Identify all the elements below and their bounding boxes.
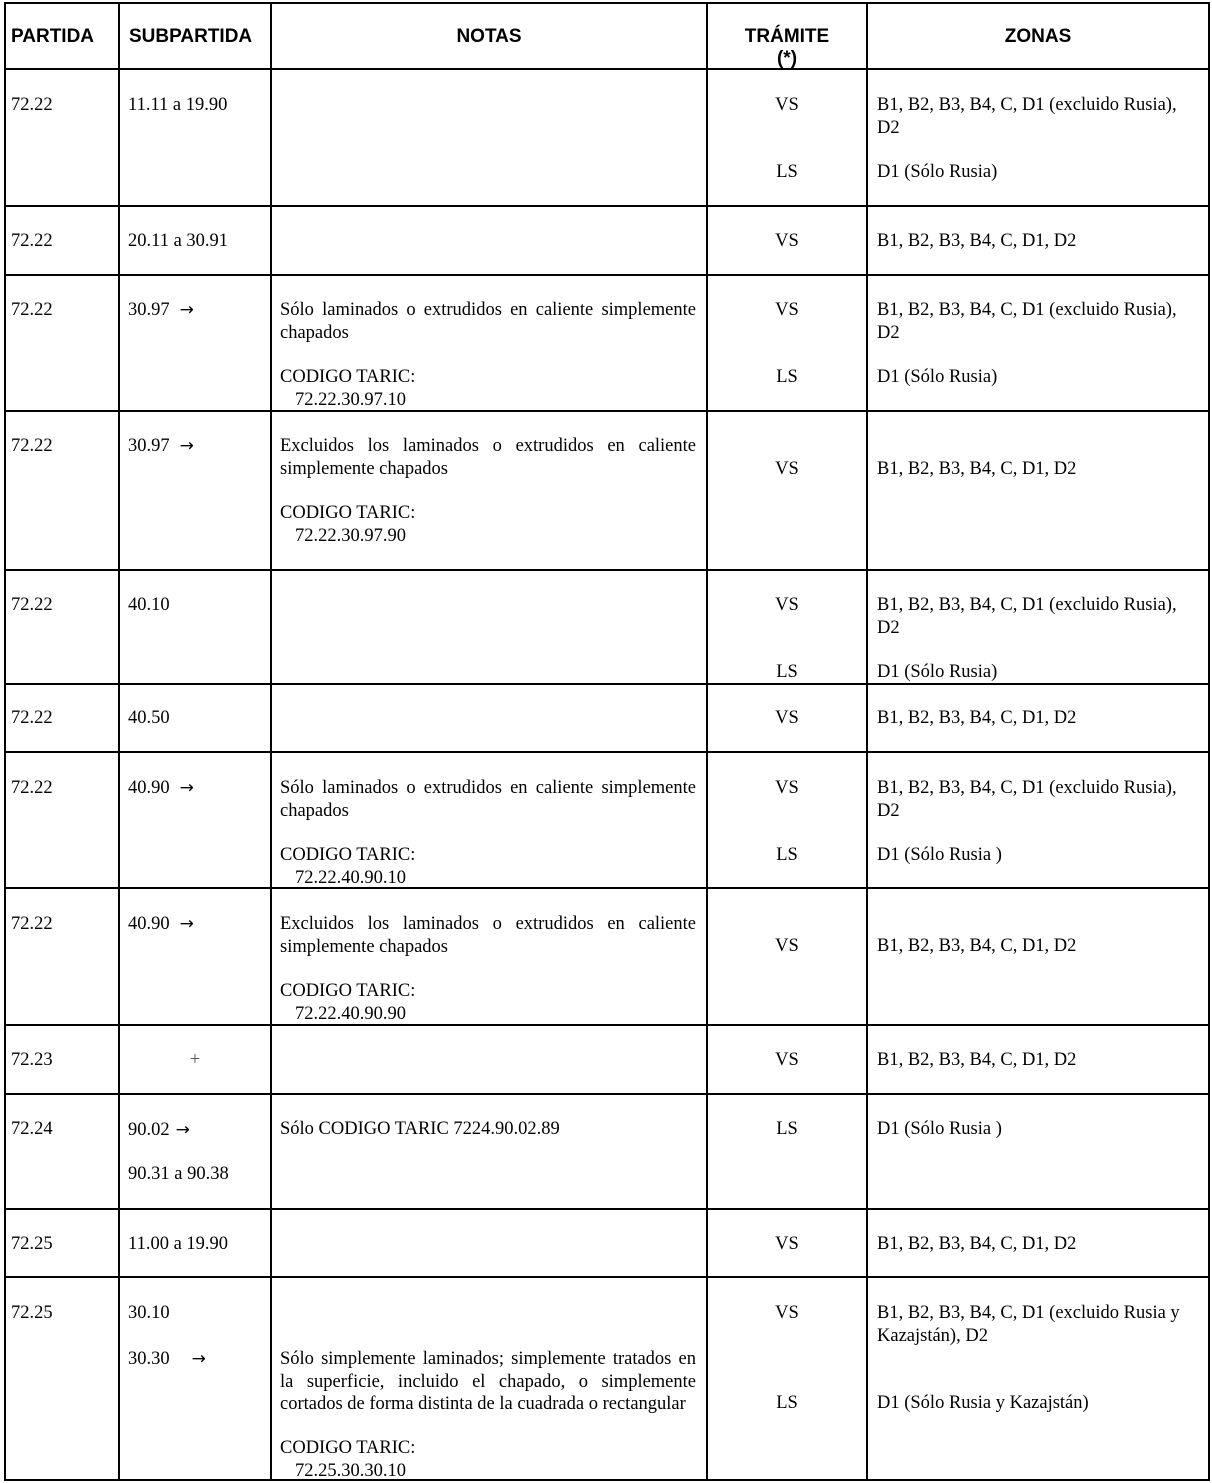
divider-notas [706, 2, 708, 1481]
cell-taric [280, 980, 415, 1025]
cell-tramite: VS [775, 1234, 799, 1254]
cell-zona: D1 (Sólo Rusia) [877, 367, 998, 387]
cell-zona: B1, B2, B3, B4, C, D1 (excluido Rusia y Kazajstán), D2 [877, 1303, 1180, 1346]
cell-zona: B1, B2, B3, B4, C, D1 (excluido Rusia), D2 [877, 778, 1177, 821]
cell-tramite: VS [775, 708, 799, 728]
cell-zona: D1 (Sólo Rusia ) [877, 1119, 1002, 1139]
cell-tramite: VS [775, 778, 799, 798]
cell-subpartida: 90.31 a 90.38 [128, 1164, 229, 1184]
cell-taric [280, 366, 415, 411]
cell-subpartida: 11.00 a 19.90 [128, 1234, 229, 1254]
cell-nota: Excluidos los laminados o extrudidos en caliente simplemente chapados [280, 436, 696, 479]
cell-partida: 72.23 [11, 1050, 53, 1070]
arrow-icon: → [179, 778, 194, 798]
row-divider [4, 1093, 1210, 1095]
cell-nota: Excluidos los laminados o extrudidos en caliente simplemente chapados [280, 914, 696, 957]
cell-tramite: LS [776, 367, 798, 387]
cell-subpartida [128, 1119, 190, 1142]
arrow-icon: → [179, 300, 194, 320]
taric-label: CODIGO TARIC: [280, 981, 416, 1001]
cell-zona: B1, B2, B3, B4, C, D1, D2 [877, 1234, 1077, 1254]
cell-tramite: VS [775, 595, 799, 615]
cell-tramite: VS [775, 1050, 799, 1070]
cell-subpartida: 40.50 [128, 708, 170, 728]
taric-code: 72.25.30.30.10 [295, 1460, 406, 1481]
cell-tramite: LS [776, 1393, 798, 1413]
table-grid [4, 2, 1210, 1481]
arrow-icon: → [179, 914, 194, 934]
cell-zona: B1, B2, B3, B4, C, D1, D2 [877, 708, 1077, 728]
divider-partida [118, 2, 120, 1481]
cell-tramite: LS [776, 845, 798, 865]
row-divider [4, 1024, 1210, 1026]
subpartida-code: 40.90 [128, 914, 170, 934]
cell-tramite: VS [775, 459, 799, 479]
header-tramite-note: (*) [776, 48, 798, 69]
tariff-table [4, 2, 1210, 1481]
taric-label: CODIGO TARIC: [280, 503, 416, 523]
header-tramite-label: TRÁMITE [744, 26, 830, 47]
subpartida-code: 30.97 [128, 300, 170, 320]
cell-zona: B1, B2, B3, B4, C, D1 (excluido Rusia), D2 [877, 300, 1177, 343]
divider-tramite [866, 2, 868, 1481]
taric-label: CODIGO TARIC: [280, 845, 416, 865]
cell-partida: 72.22 [11, 95, 53, 115]
taric-code: 72.22.30.97.90 [295, 525, 406, 546]
row-divider [4, 1208, 1210, 1210]
arrow-icon: → [179, 436, 194, 456]
cell-nota: Sólo simplemente laminados; simplemente tratados en la superficie, incluido el chapado, o simplemente cortados de forma distinta de la cuadrada o rectangular [280, 1349, 696, 1414]
arrow-icon: → [175, 1120, 190, 1140]
cell-partida: 72.22 [11, 300, 53, 320]
cell-tramite: LS [776, 662, 798, 682]
subpartida-code: 90.02 [128, 1120, 170, 1140]
cell-zona: B1, B2, B3, B4, C, D1 (excluido Rusia), D2 [877, 95, 1177, 138]
cell-partida: 72.25 [11, 1234, 53, 1254]
cell-tramite: LS [776, 1119, 798, 1139]
cell-nota: Sólo CODIGO TARIC 7224.90.02.89 [280, 1119, 560, 1139]
taric-code: 72.22.40.90.10 [295, 867, 406, 888]
cell-zona: B1, B2, B3, B4, C, D1, D2 [877, 936, 1077, 956]
taric-label: CODIGO TARIC: [280, 367, 416, 387]
border-right [1208, 2, 1210, 1481]
header-partida: PARTIDA [11, 26, 95, 47]
arrow-icon: → [191, 1349, 206, 1369]
cell-taric [280, 502, 415, 547]
taric-code: 72.22.40.90.90 [295, 1003, 406, 1024]
cell-partida: 72.22 [11, 708, 53, 728]
cell-taric [280, 1437, 415, 1482]
cell-tramite: VS [775, 231, 799, 251]
taric-label: CODIGO TARIC: [280, 1438, 416, 1458]
cell-zona: B1, B2, B3, B4, C, D1, D2 [877, 231, 1077, 251]
cell-nota: Sólo laminados o extrudidos en caliente simplemente chapados [280, 778, 696, 821]
subpartida-code: 30.30 [128, 1349, 170, 1369]
cell-subpartida: 20.11 a 30.91 [128, 231, 229, 251]
cell-partida: 72.24 [11, 1119, 53, 1139]
cell-partida: 72.22 [11, 436, 53, 456]
cell-tramite: LS [776, 162, 798, 182]
cell-zona: D1 (Sólo Rusia y Kazajstán) [877, 1393, 1089, 1413]
row-divider [4, 569, 1210, 571]
cell-zona: D1 (Sólo Rusia) [877, 662, 998, 682]
divider-subpartida [270, 2, 272, 1481]
cell-zona: B1, B2, B3, B4, C, D1, D2 [877, 1050, 1077, 1070]
cell-partida: 72.22 [11, 778, 53, 798]
border-left [4, 2, 6, 1481]
cell-tramite: VS [775, 1303, 799, 1323]
cell-tramite: VS [775, 300, 799, 320]
row-divider [4, 410, 1210, 412]
cell-tramite: VS [775, 936, 799, 956]
header-notas: NOTAS [456, 26, 522, 47]
cell-subpartida: 30.10 [128, 1303, 170, 1323]
border-bottom [4, 1479, 1210, 1481]
row-divider [4, 205, 1210, 207]
header-zonas: ZONAS [1004, 26, 1072, 47]
cell-subpartida: + [189, 1050, 201, 1070]
row-divider [4, 751, 1210, 753]
header-divider [4, 68, 1210, 70]
cell-zona: B1, B2, B3, B4, C, D1 (excluido Rusia), D2 [877, 595, 1177, 638]
cell-zona: B1, B2, B3, B4, C, D1, D2 [877, 459, 1077, 479]
row-divider [4, 274, 1210, 276]
cell-subpartida [128, 299, 194, 322]
cell-taric [280, 844, 415, 889]
cell-subpartida: 40.10 [128, 595, 170, 615]
subpartida-code: 40.90 [128, 778, 170, 798]
header-subpartida: SUBPARTIDA [129, 26, 253, 47]
row-divider [4, 1276, 1210, 1278]
cell-partida: 72.25 [11, 1303, 53, 1323]
header-tramite [708, 26, 866, 70]
cell-subpartida [128, 777, 194, 800]
cell-subpartida: 11.11 a 19.90 [128, 95, 228, 115]
border-top [4, 2, 1210, 4]
cell-partida: 72.22 [11, 914, 53, 934]
subpartida-code: 30.97 [128, 436, 170, 456]
cell-partida: 72.22 [11, 231, 53, 251]
cell-tramite: VS [775, 95, 799, 115]
row-divider [4, 887, 1210, 889]
cell-subpartida [128, 435, 194, 458]
cell-zona: D1 (Sólo Rusia) [877, 162, 998, 182]
taric-code: 72.22.30.97.10 [295, 389, 406, 410]
cell-partida: 72.22 [11, 595, 53, 615]
cell-nota: Sólo laminados o extrudidos en caliente simplemente chapados [280, 300, 696, 343]
cell-subpartida [128, 1348, 206, 1371]
cell-zona: D1 (Sólo Rusia ) [877, 845, 1002, 865]
cell-subpartida [128, 913, 194, 936]
